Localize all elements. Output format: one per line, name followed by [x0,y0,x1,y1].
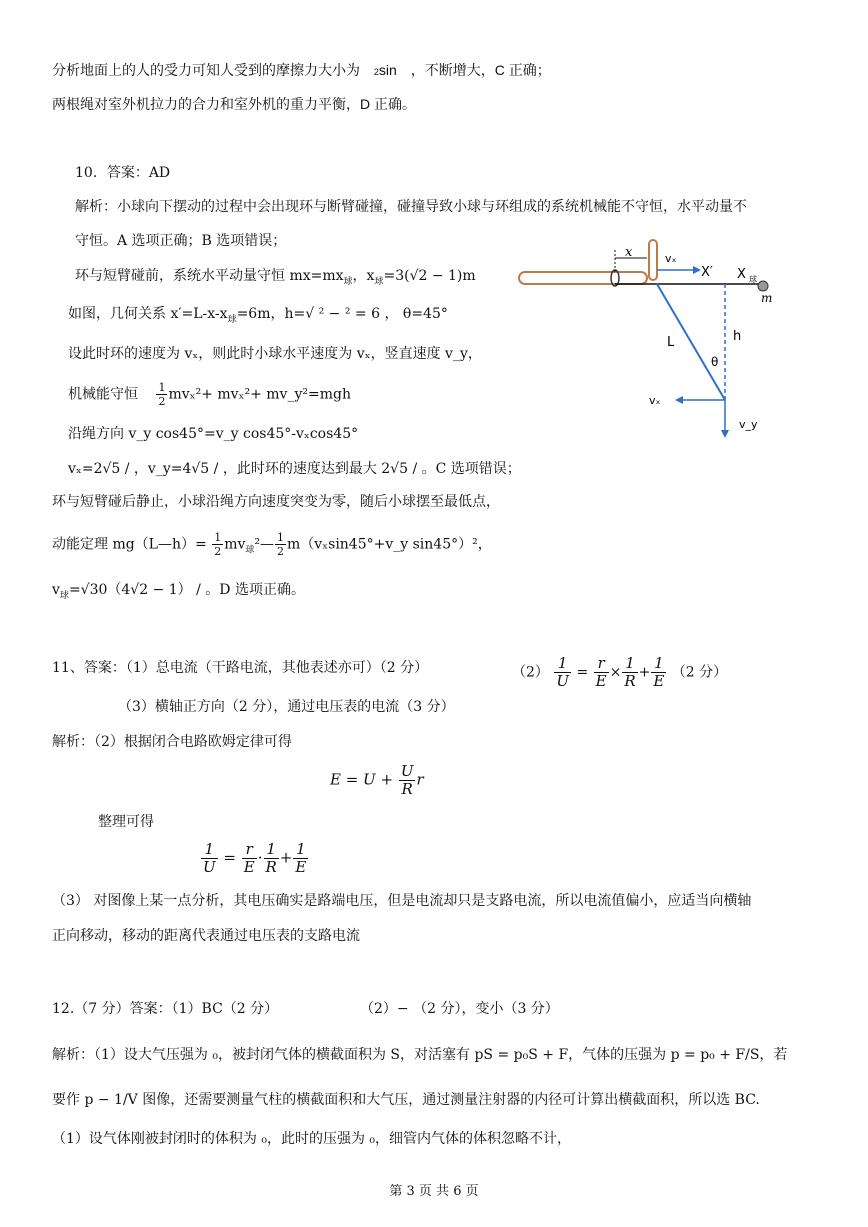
friction-text-c: ，不断增大，C 正确； [410,62,551,78]
q12-analysis-3: （1）设气体刚被封闭时的体积为 ₀，此时的压强为 ₀，细管内气体的体积忽略不计， [52,1131,572,1147]
x-label: x [625,245,633,260]
q11-equation-1: E = U + $\frac{U}{R}$ r [330,762,424,798]
q10-a3-sub: 球 [343,276,353,287]
vx-top-label: vₓ [665,252,677,265]
q10-a10d: m（vₓsin45°+v_y sin45°）²， [287,536,492,553]
q10-analysis-8: vₓ=2√5 / ，v_y=4√5 / ，此时环的速度达到最大 2√5 / 。C 选项错误； [68,461,521,477]
q11-header-2: （2） $\frac{1}{U}$ = $\frac{r}{E}$ × $\frac{1}{R}$ + $\frac{1}{E}$ （2 分） [512,654,728,690]
h-label: h [733,329,742,344]
x-ball-sub: 球 [749,275,757,284]
q10-a3-sub2: 球 [374,276,384,287]
arrowhead [721,430,729,438]
frac-U-over-R: $\frac{U}{R}$ [400,762,414,798]
m-label: m [761,291,773,305]
q10-a10-text: 动能定理 mg（L—h）= [52,536,207,553]
frac-1-over-U: $\frac{1}{U}$ [556,654,570,690]
line-friction: 分析地面上的人的受力可知人受到的摩擦力大小为 2sin ，不断增大，C 正确； [52,62,551,78]
q11-analysis-2: 整理可得 [98,814,154,830]
q10-analysis-10: 动能定理 mg（L—h）= $\frac{1}{2}$ $mv_球^2—$ $\frac{1}{2}$ m（vₓsin45°+v_y sin45°）²， [52,531,492,558]
q10-a11-sub: 球 [59,590,69,601]
friction-text-b: sin [378,62,397,78]
q11-equation-2: $\frac{1}{U}$ = $\frac{r}{E}$ · $\frac{1}{R}$ + $\frac{1}{E}$ [203,840,307,876]
vx-left-label: vₓ [649,394,661,407]
frac-r-over-E: $\frac{r}{E}$ [243,840,255,876]
frac-1-over-R: $\frac{1}{R}$ [624,654,636,690]
half-fraction: $\frac{1}{2}$ [158,381,166,408]
q10-analysis-5: 设此时环的速度为 vₓ，则此时小球水平速度为 vₓ，竖直速度 v_y， [68,346,482,362]
q12-header-2: （2）− （2 分），变小（3 分） [360,1001,559,1017]
friction-text-a: 分析地面上的人的受力可知人受到的摩擦力大小为 [52,62,360,78]
x-prime-label: X′ [701,265,713,280]
q10-a4-sub: 球 [227,314,237,325]
short-arm [649,240,657,280]
frac-1-over-E: $\frac{1}{E}$ [653,654,665,690]
q10-a3b: ，x [352,268,375,284]
arrowhead [693,266,701,274]
q10-a6-label: 机械能守恒 [68,386,138,403]
q10-a11-text: v [52,582,60,598]
q10-analysis-7: 沿绳方向 v_y cos45°=v_y cos45°-vₓcos45° [68,426,359,442]
q10-a3-text: 环与短臂碰前，系统水平动量守恒 mx=mx [75,268,344,284]
q11-h2-label: （2） [512,664,549,681]
L-label: L [667,335,675,350]
half-fraction: $\frac{1}{2}$ [277,531,285,558]
q10-a10b: mv [224,536,246,553]
q10-analysis-11 [52,580,305,606]
q10-a10c: ²— [254,536,275,553]
q10-analysis-6 [68,382,351,407]
q10-analysis-3 [75,266,476,292]
q11-analysis-4: 正向移动，移动的距离代表通过电压表的支路电流 [52,928,360,944]
q10-a11b: =√30（4√2 − 1） / 。D 选项正确。 [68,582,305,598]
q10-a6-eq: mvₓ²+ mvₓ²+ mv_y²=mgh [168,386,351,403]
arrowhead [675,396,683,404]
x-ball-label: X [737,267,746,282]
q11-analysis-3: （3） 对图像上某一点分析，其电压确实是路端电压，但是电流却只是支路电流，所以电流值偏小，应适当向横轴 [52,893,752,909]
q10-analysis-9: 环与短臂碰后静止，小球沿绳方向速度突变为零，随后小球摆至最低点， [52,494,500,510]
q12-header: 12.（7 分）答案：（1）BC（2 分） [52,1001,279,1017]
q10-a4b: =6m，h=√ ² − ² = 6 ， θ=45° [236,306,448,322]
q10-analysis-1: 解析：小球向下摆动的过程中会出现环与断臂碰撞，碰撞导致小球与环组成的系统机械能不守恒，水平动量不 [75,199,747,215]
q11-h2-score: （2 分） [671,664,728,681]
q12-analysis-1: 解析：（1）设大气压强为 ₀，被封闭气体的横截面积为 S，对活塞有 pS = p₀S + F，气体的压强为 p = p₀ + F/S，若 [52,1047,788,1063]
rod [519,272,647,284]
page-number: 第 3 页 共 6 页 [389,1184,479,1199]
q12-analysis-2: 要作 p − 1/V 图像，还需要测量气柱的横截面积和大气压，通过测量注射器的内径可计算出横截面积，所以选 BC. [52,1092,760,1108]
theta-label: θ [711,355,719,369]
line-balance: 两根绳对室外机拉力的合力和室外机的重力平衡，D 正确。 [52,96,416,112]
half-fraction: $\frac{1}{2}$ [214,531,222,558]
pendulum-figure [515,232,785,442]
frac-1-over-R: $\frac{1}{R}$ [265,840,277,876]
q10-a3c: =3(√2 − 1)m [383,268,476,284]
q11-eq1-text: E = U + [330,770,394,789]
q10-a4-text: 如图，几何关系 x′=L-x-x [68,306,228,322]
frac-1-over-E: $\frac{1}{E}$ [295,840,307,876]
q10-analysis-2: 守恒。A 选项正确；B 选项错误； [75,233,287,249]
frac-1-over-U: $\frac{1}{U}$ [203,840,216,876]
frac-r-over-E: $\frac{r}{E}$ [595,654,607,690]
q11-part3: （3）横轴正方向（2 分），通过电压表的电流（3 分） [118,699,455,715]
q10-analysis-4 [68,304,448,330]
ball [758,281,768,291]
q10-header: 10．答案：AD [75,165,171,181]
q11-header: 11、答案：（1）总电流（干路电流，其他表述亦可）（2 分） [52,660,429,676]
q11-analysis-1: 解析：（2）根据闭合电路欧姆定律可得 [52,734,292,750]
vy-label: v_y [739,418,758,431]
